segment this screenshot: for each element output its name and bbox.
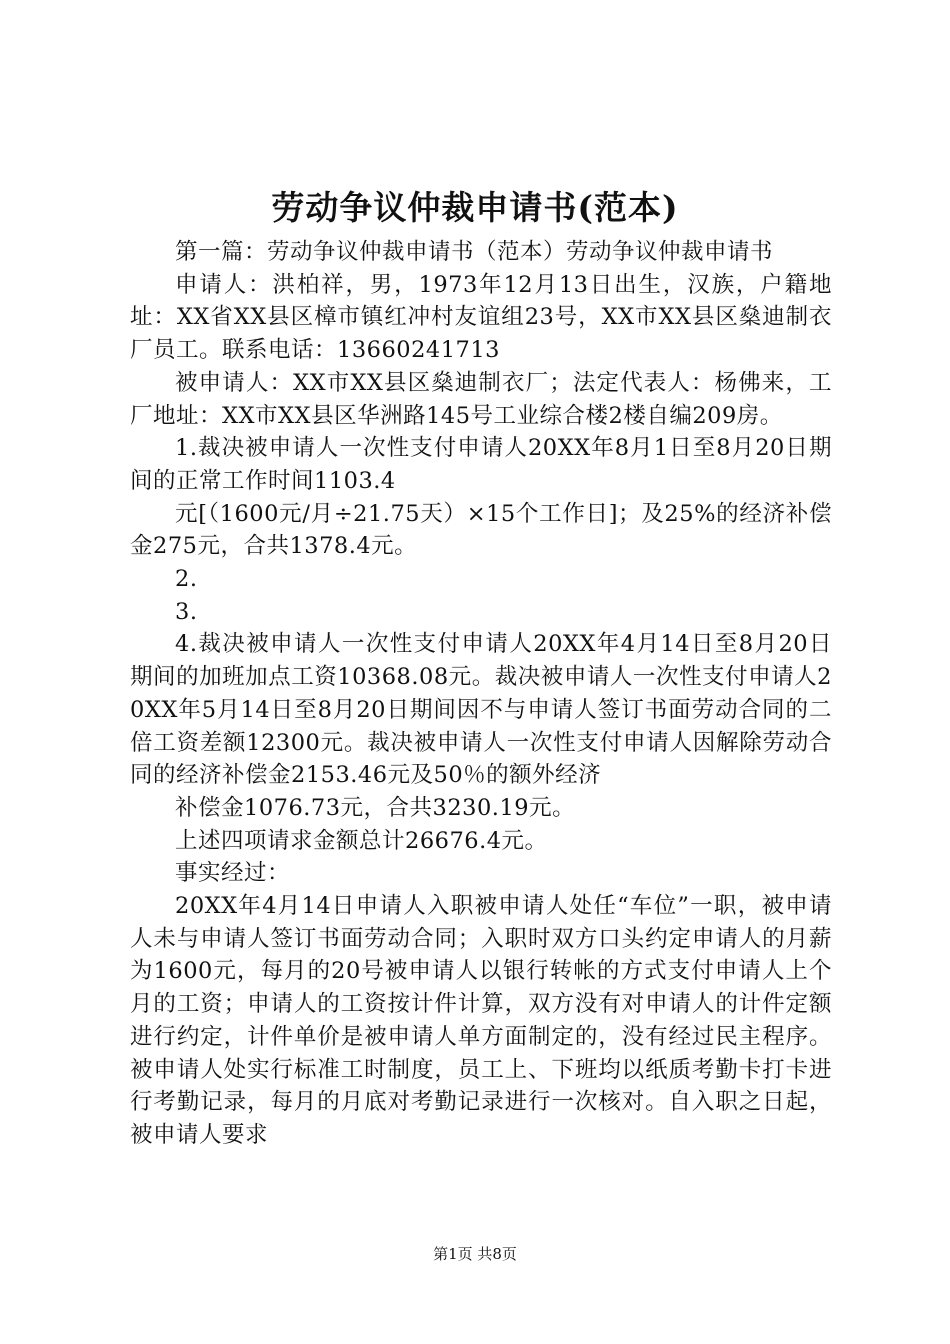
document-body [130,236,832,1152]
document-title: 劳动争议仲裁申请书(范本) [271,188,679,227]
paragraph-respondent: 被申请人：XX市XX县区燊迪制衣厂；法定代表人：杨佛来，工厂地址：XX市XX县区华洲路145号工业综合楼2楼自编209房。 [130,369,832,429]
paragraph-claim-4: 4.裁决被申请人一次性支付申请人20XX年4月14日至8月20日期间的加班加点工资10368.08元。裁决被申请人一次性支付申请人20XX年5月14日至8月20日期间因不与申请人签订书面劳动合同的二倍工资差额12300元。裁决被申请人一次性支付申请人因解除劳动合同的经济补偿金2153.46元及50％的额外经济 [130,631,832,789]
paragraph-total: 上述四项请求金额总计26676.4元。 [175,827,548,854]
page-footer: 第1页 共8页 [433,1245,517,1263]
paragraph-claim-4-cont: 补偿金1076.73元，合共3230.19元。 [175,794,576,821]
paragraph-claim-1: 1.裁决被申请人一次性支付申请人20XX年8月1日至8月20日期间的正常工作时间1103.4 [130,435,832,494]
paragraph-claim-2: 2. [175,566,198,593]
paragraph-applicant: 申请人：洪柏祥，男，1973年12月13日出生，汉族，户籍地址：XX省XX县区樟市镇红冲村友谊组23号，XX市XX县区燊迪制衣厂员工。联系电话：13660241713 [130,271,832,364]
paragraph-claim-3: 3. [175,598,198,625]
paragraph-heading: 第一篇：劳动争议仲裁申请书（范本）劳动争议仲裁申请书 [175,239,774,265]
paragraph-facts: 20XX年4月14日申请人入职被申请人处任“车位”一职，被申请人未与申请人签订书面劳动合同；入职时双方口头约定申请人的月薪为1600元，每月的20号被申请人以银行转帐的方式支付申请人上个月的工资；申请人的工资按计件计算，双方没有对申请人的计件定额进行约定，计件单价是被申请人单方面制定的，没有经过民主程序。被申请人处实行标准工时制度，员工上、下班均以纸质考勤卡打卡进行考勤记录，每月的月底对考勤记录进行一次核对。自入职之日起，被申请人要求 [130,893,832,1148]
paragraph-claim-1-cont: 元[（1600元/月÷21.75天）×15个工作日]；及25%的经济补偿金275元，合共1378.4元。 [130,500,832,560]
paragraph-facts-heading: 事实经过： [175,860,291,887]
